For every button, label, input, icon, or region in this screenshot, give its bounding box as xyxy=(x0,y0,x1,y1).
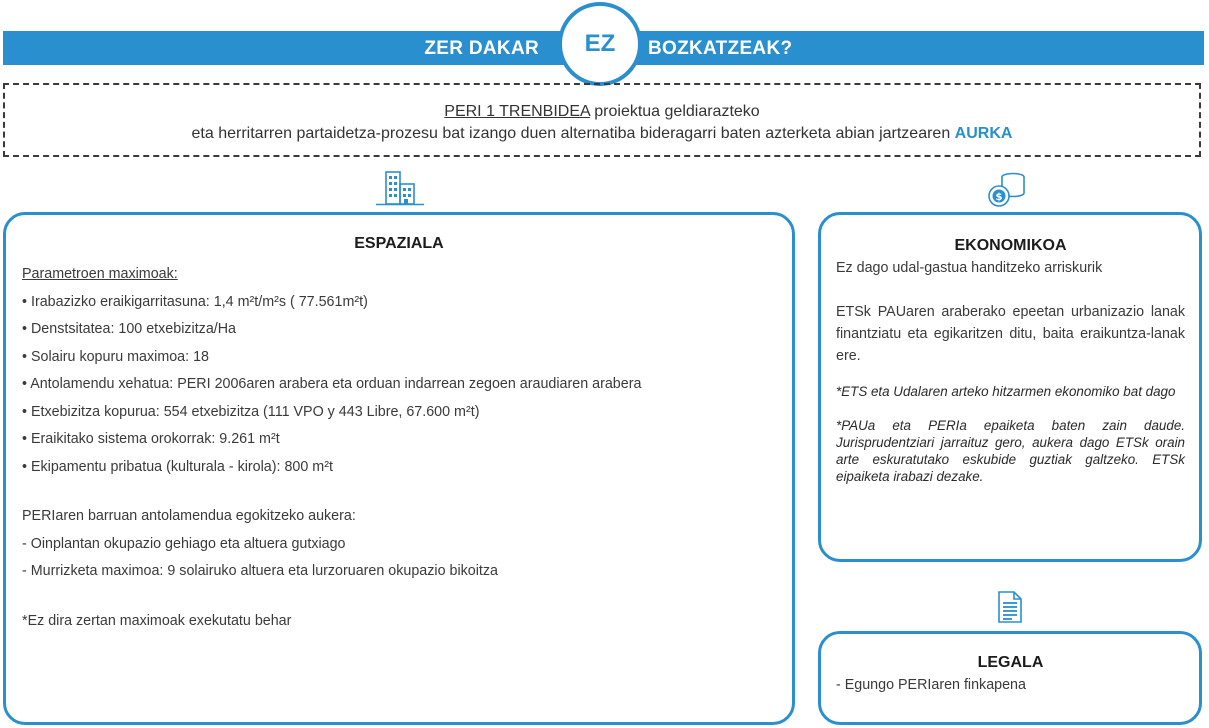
svg-text:$: $ xyxy=(995,192,1003,203)
parameters-subtitle: Parametroen maximoak: xyxy=(22,266,178,282)
economic-note-1: *ETS eta Udalaren arteko hitzarmen ekonomiko bat dago xyxy=(836,384,1176,399)
project-name: PERI 1 TRENBIDEA xyxy=(444,103,590,120)
question-line-1 xyxy=(5,103,1199,121)
parameter-item: • Denstsitatea: 100 etxebizitza/Ha xyxy=(22,321,237,337)
spacer xyxy=(836,279,1185,301)
economic-note-2: *PAUa eta PERIa epaiketa baten zain daude. Jurisprudentziari jarraituz gero, aukera dago ETSk orain arte eskuratutako eskubide guztiak galtzeko. ETSk eipaiketa irabazi dezake. xyxy=(836,418,1185,484)
option-item: - Oinplantan okupazio gehiago eta altuera gutxiago xyxy=(22,535,346,552)
option-item: - Murrizketa maximoa: 9 solairuko altuera eta lurzoruaren okupazio bikoitza xyxy=(22,563,498,579)
header-right-text: BOZKATZEAK? xyxy=(648,38,793,59)
legal-card xyxy=(818,631,1202,725)
coins-icon xyxy=(983,172,1029,208)
parameter-item: • Irabazizko eraikigarritasuna: 1,4 m²t/m²s ( 77.561m²t) xyxy=(22,293,368,310)
parameter-item: • Solairu kopuru maximoa: 18 xyxy=(22,348,209,365)
parameter-item: • Etxebizitza kopurua: 554 etxebizitza (111 VPO y 443 Libre, 67.600 m²t) xyxy=(22,403,480,420)
question-line-2-text: eta herritarren partaidetza-prozesu bat izango duen alternatiba bideragarri baten azterketa abian jartzearen xyxy=(191,125,955,142)
question-line-2 xyxy=(5,125,1199,143)
buildings-icon xyxy=(374,170,426,208)
spacer xyxy=(836,400,1185,417)
spatial-title: ESPAZIALA xyxy=(354,235,444,252)
options-intro: PERIaren barruan antolamendua egokitzeko aukera: xyxy=(22,508,356,524)
question-box xyxy=(3,83,1201,157)
parameter-item: • Ekipamentu pribatua (kulturala - kirola): 800 m²t xyxy=(22,458,333,475)
spacer xyxy=(22,481,776,503)
legal-line-1: - Egungo PERIaren finkapena xyxy=(836,677,1026,693)
spatial-note: *Ez dira zertan maximoak exekutatu behar xyxy=(22,612,292,629)
header-left-text: ZER DAKAR xyxy=(424,38,539,59)
economic-card xyxy=(818,212,1202,562)
question-line-1-rest: proiektua geldiarazteko xyxy=(589,103,760,120)
spacer xyxy=(836,367,1185,383)
parameter-item: • Antolamendu xehatua: PERI 2006aren arabera eta orduan indarrean zegoen araudiaren arabera xyxy=(22,376,642,392)
against-label: AURKA xyxy=(954,125,1013,142)
economic-paragraph: ETSk PAUaren araberako epeetan urbanizazio lanak finantziatu eta egikaritzen ditu, baita eraikuntza-lanak ere. xyxy=(836,304,1185,364)
spacer xyxy=(22,586,776,608)
parameter-item: • Eraikitako sistema orokorrak: 9.261 m²t xyxy=(22,431,280,447)
economic-line-1: Ez dago udal-gastua handitzeko arriskurik xyxy=(836,260,1103,276)
document-icon xyxy=(996,590,1024,624)
spatial-card xyxy=(3,212,795,725)
header-circle-badge: EZ xyxy=(558,2,642,86)
legal-title: LEGALA xyxy=(977,654,1044,671)
economic-title: EKONOMIKOA xyxy=(954,237,1067,254)
